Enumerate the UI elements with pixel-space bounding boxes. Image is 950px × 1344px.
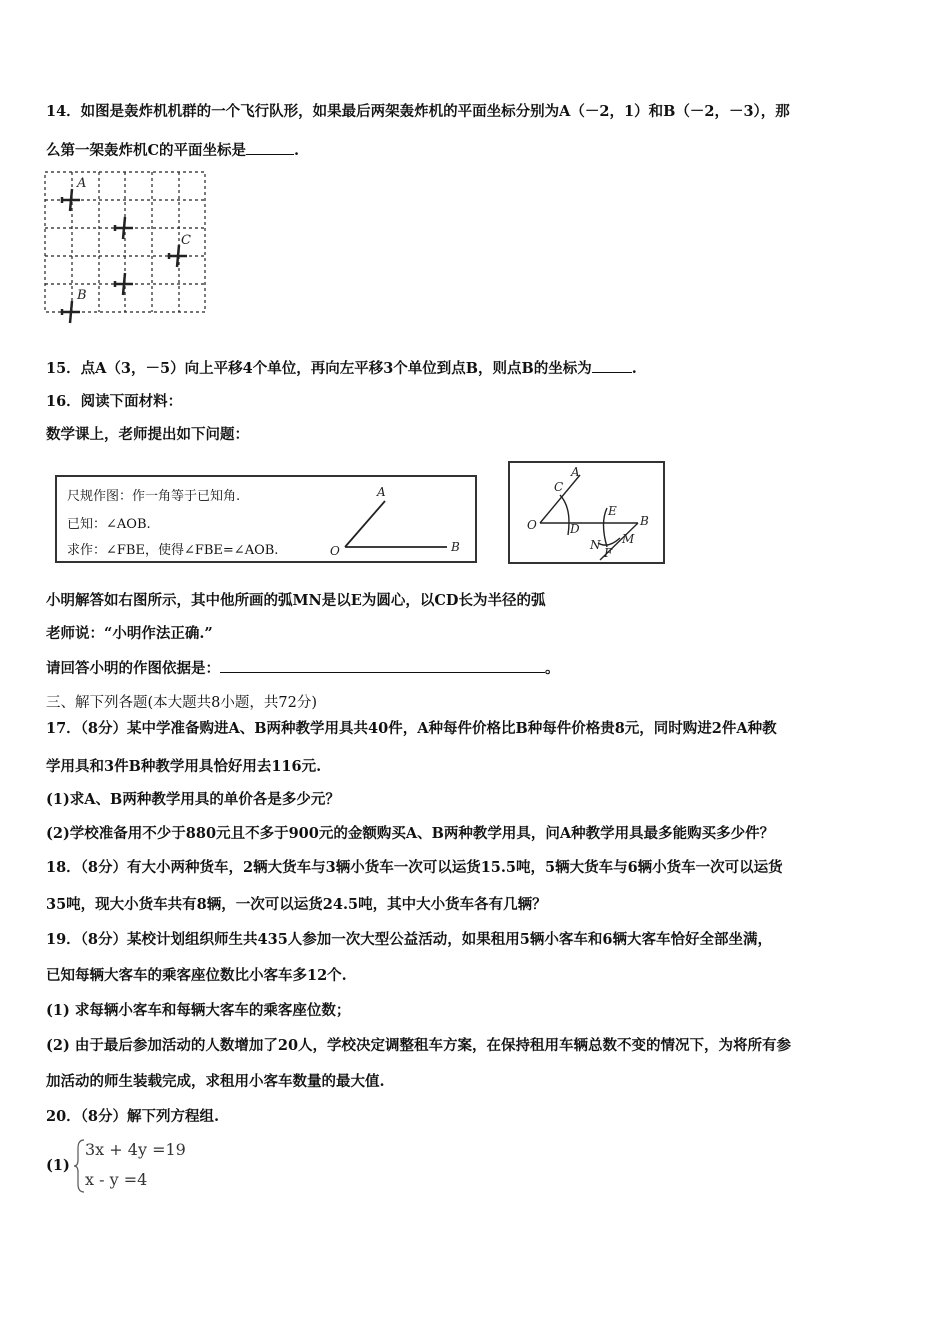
q20-title: 20．（8分）解下列方程组. [46,1108,220,1125]
label-f: F [604,546,613,560]
q19-line1: 19．（8分）某校计划组织师生共435人参加一次大型公益活动，如果租用5辆小客车和6辆大客车恰好全部坐满， [46,931,772,948]
q16-teacher: 老师说：“小明作法正确.” [46,625,213,642]
q18-line1: 18．（8分）有大小两种货车，2辆大货车与3辆小货车一次可以运货15.5吨，5辆大货车与6辆小货车一次可以运货 [46,859,783,876]
construction-figure [510,463,663,562]
label-d: D [570,522,580,536]
box-line2: 已知：∠AOB. [67,517,151,532]
label-c: C [554,480,564,494]
q19-sub1: (1) 求每辆小客车和每辆大客车的乘客座位数； [46,1002,351,1019]
label-a: A [77,176,87,191]
box-line1: 尺规作图：作一角等于已知角. [67,489,241,504]
box-line3: 求作：∠FBE，使得∠FBE=∠AOB. [67,543,279,558]
label-m: M [622,532,635,546]
formation-grid-figure [40,165,215,325]
q16-title: 16．阅读下面材料： [46,393,183,410]
q17-sub1: (1)求A、B两种教学用具的单价各是多少元？ [46,791,340,808]
q17-line2: 学用具和3件B种教学用具恰好用去116元. [46,758,322,775]
equation-2: x - y =4 [85,1170,148,1189]
answer-blank [246,140,294,155]
brace-icon [72,1138,86,1194]
q20-label: (1) [46,1157,70,1174]
q15 [46,358,637,379]
angle-aob-figure [325,483,475,559]
label-c: C [181,233,191,248]
q15-text: 15．点A（3，－5）向上平移4个单位，再向左平移3个单位到点B，则点B的坐标为 [46,360,592,377]
q16-intro: 数学课上，老师提出如下问题： [46,426,249,443]
q14-line1: 14．如图是轰炸机机群的一个飞行队形，如果最后两架轰炸机的平面坐标分别为A（－2，1）和B（－2，－3），那 [46,103,790,120]
q14-end: . [294,142,300,159]
q15-end: . [631,360,637,377]
label-b: B [451,540,460,554]
label-a: A [571,465,580,479]
q17-sub2: (2)学校准备用不少于880元且不多于900元的金额购买A、B两种教学用具，问A种教学用具最多能购买多少件？ [46,825,775,842]
section-3-title: 三、解下列各题(本大题共8小题，共72分) [46,695,317,711]
answer-blank [220,658,545,673]
q16-answer: 小明解答如右图所示，其中他所画的弧MN是以E为圆心，以CD长为半径的弧 [46,592,546,609]
problem-box [55,475,477,563]
label-o: O [330,544,340,558]
solution-figure-box [508,461,665,564]
q14-line2 [46,140,299,161]
label-b: B [77,288,87,303]
equation-1: 3x + 4y =19 [85,1140,186,1159]
label-a: A [377,485,386,499]
q17-line1: 17．（8分）某中学准备购进A、B两种教学用具共40件，A种每件价格比B种每件价格贵8元，同时购进2件A种教 [46,720,777,737]
q19-sub2b: 加活动的师生装载完成，求租用小客车数量的最大值. [46,1073,385,1090]
q16-end: 。 [545,660,560,677]
q16-question [46,658,560,679]
q14-text: 么第一架轰炸机C的平面坐标是 [46,142,247,159]
label-o: O [527,518,537,532]
label-b: B [640,514,649,528]
q19-sub2a: (2) 由于最后参加活动的人数增加了20人，学校决定调整租车方案，在保持租用车辆总数不变的情况下，为将所有参 [46,1037,792,1054]
q18-line2: 35吨，现大小货车共有8辆，一次可以运货24.5吨，其中大小货车各有几辆？ [46,896,547,913]
label-e: E [608,504,617,518]
q19-line2: 已知每辆大客车的乘客座位数比小客车多12个. [46,967,347,984]
answer-blank [592,358,632,373]
label-n: N [590,538,601,552]
q16-question-text: 请回答小明的作图依据是： [46,660,220,677]
